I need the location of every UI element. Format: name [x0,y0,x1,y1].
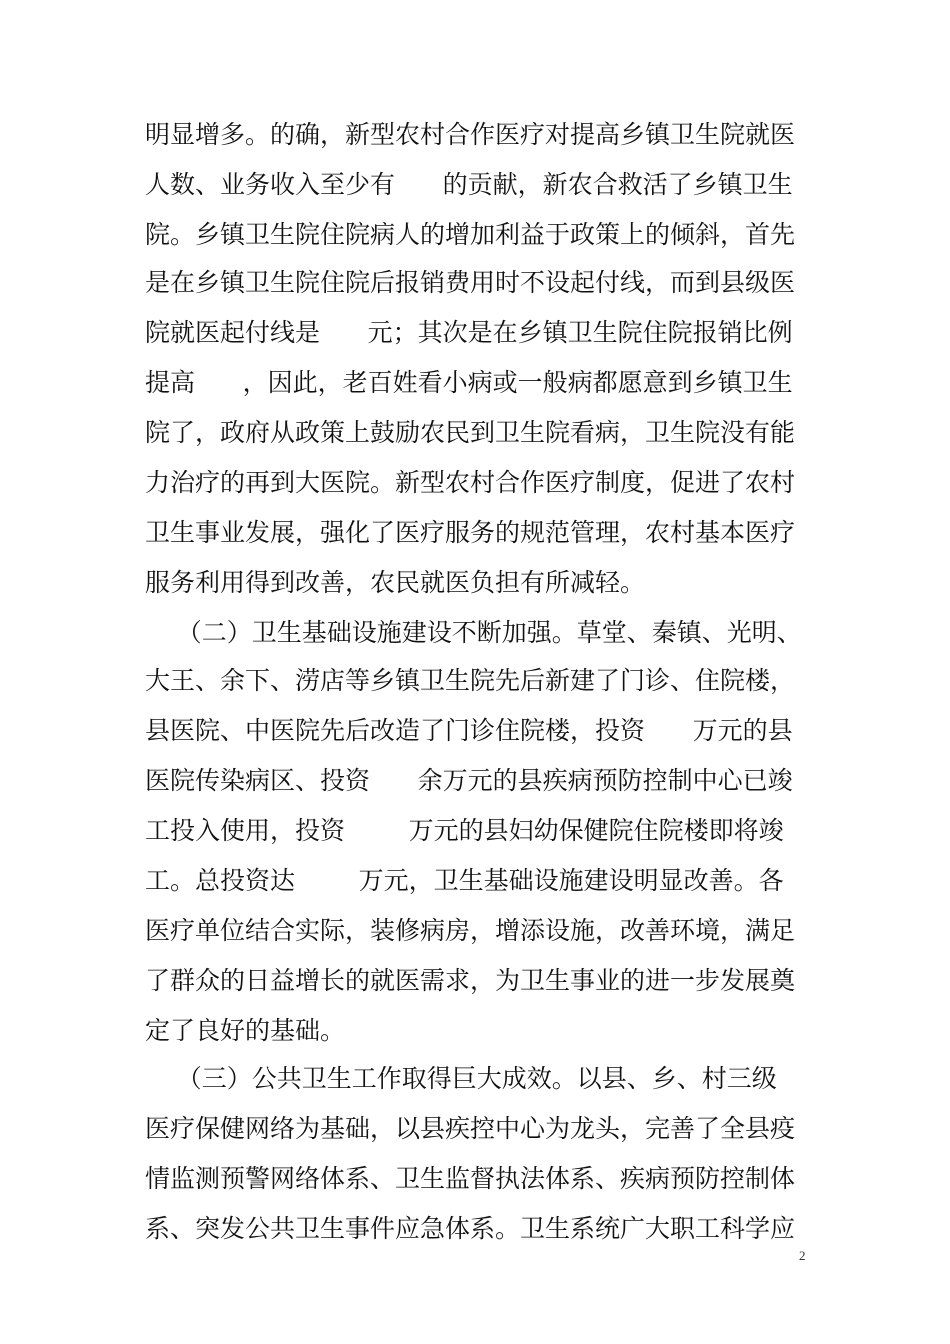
text-line: 是在乡镇卫生院住院后报销费用时不设起付线，而到县级医 [145,268,796,297]
text-line: （二）卫生基础设施建设不断加强。草堂、秦镇、光明、 [145,618,802,647]
text-line: 大王、余下、涝店等乡镇卫生院先后新建了门诊、住院楼， [145,666,796,695]
text-line: 工。总投资达 万元，卫生基础设施建设明显改善。各 [145,866,784,895]
text-line: 定了良好的基础。 [145,1016,346,1045]
text-line: 医疗单位结合实际，装修病房，增添设施，改善环境，满足 [145,916,796,945]
text-line: 了群众的日益增长的就医需求，为卫生事业的进一步发展奠 [145,966,796,995]
text-line: 人数、业务收入至少有 的贡献，新农合救活了乡镇卫生 [145,170,793,199]
text-line: 医院传染病区、投资 余万元的县疾病预防控制中心已竣 [145,766,793,795]
text-line: 院了，政府从政策上鼓励农民到卫生院看病，卫生院没有能 [145,418,796,447]
text-line: 工投入使用，投资 万元的县妇幼保健院住院楼即将竣 [145,816,784,845]
text-line: 明显增多。的确，新型农村合作医疗对提高乡镇卫生院就医 [145,120,796,149]
text-line: 系、突发公共卫生事件应急体系。卫生系统广大职工科学应 [145,1214,796,1243]
text-line: 院。乡镇卫生院住院病人的增加利益于政策上的倾斜，首先 [145,220,796,249]
text-line: 医疗保健网络为基础，以县疾控中心为龙头，完善了全县疫 [145,1114,796,1143]
text-line: （三）公共卫生工作取得巨大成效。以县、乡、村三级 [145,1064,777,1093]
text-line: 提高 ，因此，老百姓看小病或一般病都愿意到乡镇卫生 [145,368,793,397]
text-line: 服务利用得到改善，农民就医负担有所减轻。 [145,568,646,597]
text-line: 情监测预警网络体系、卫生监督执法体系、疾病预防控制体 [145,1164,796,1193]
text-line: 院就医起付线是 元；其次是在乡镇卫生院住院报销比例 [145,318,793,347]
text-line: 县医院、中医院先后改造了门诊住院楼，投资 万元的县 [145,716,793,745]
text-line: 力治疗的再到大医院。新型农村合作医疗制度，促进了农村 [145,468,796,497]
page-number: 2 [799,1248,806,1263]
text-line: 卫生事业发展，强化了医疗服务的规范管理，农村基本医疗 [145,518,796,547]
